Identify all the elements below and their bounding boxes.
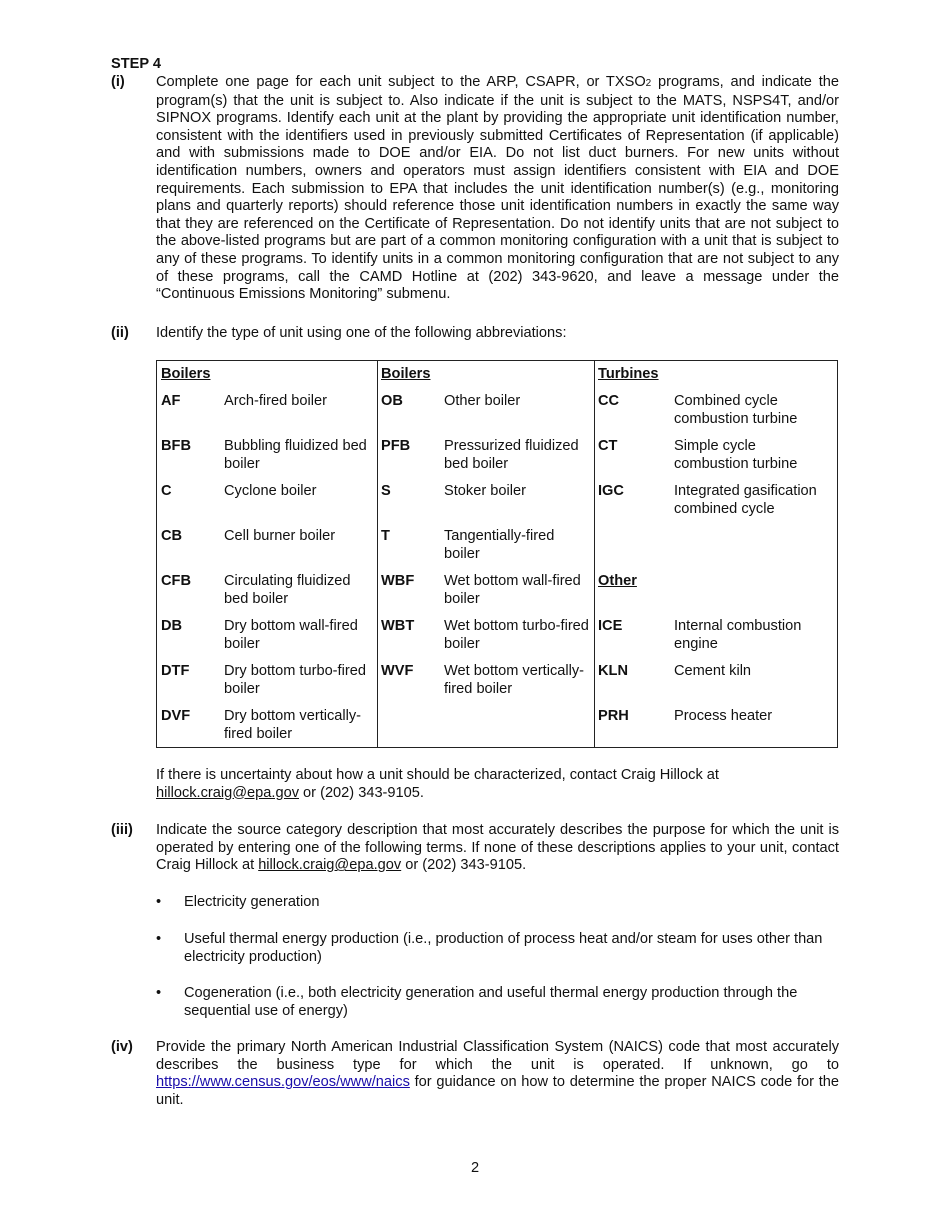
unit-description: Arch-fired boiler <box>224 393 328 409</box>
unit-code: PRH <box>598 708 629 724</box>
unit-description: Dry bottom turbo-fired boiler <box>224 663 366 697</box>
unit-code: KLN <box>598 663 628 679</box>
section-iv-number: (iv) <box>111 1039 133 1055</box>
unit-description: Dry bottom vertically-fired boiler <box>224 708 362 742</box>
section-iii-email-link[interactable]: hillock.craig@epa.gov <box>258 857 402 874</box>
unit-code: IGC <box>598 483 624 499</box>
unit-code: CB <box>161 528 183 544</box>
characterization-contact <box>156 767 839 802</box>
unit-code: ICE <box>598 618 623 634</box>
unit-description: Internal combustion engine <box>674 618 802 652</box>
unit-code: CT <box>598 438 618 454</box>
bullet-dot: • <box>156 894 162 910</box>
section-iii-text <box>156 822 839 875</box>
section-i-text-b: programs, and indicate the program(s) that the unit is subject to. Also indicate if the unit is subject to the MATS, NSPS4T, and/or SIPNOX programs. Identify each unit at the plant by providing the appropriate unit identification number, consistent with the identifiers used in previously submitted Certificates of Representation (if applicable) and with submissions made to DOE and/or EIA. Do not list duct burners. For new units without identification numbers, owners and operators must assign identifiers consistent with EIA and DOE requirements. Each submission to EPA that includes the unit identification number(s) (e.g., monitoring plans and quarterly reports) should reference those unit identification numbers in exactly the same way that they are referenced on the Certificate of Representation. Do not identify units that are not subject to the above-listed programs but are part of a common monitoring configuration with a unit that is subject to any of these programs. To identify units in a common monitoring configuration that are not subject to any of these programs, call the CAMD Hotline at (202) 343-9620, and leave a message under the “Continuous Emissions Monitoring” submenu. <box>156 74 839 303</box>
column-header: Boilers <box>381 366 431 382</box>
step-heading: STEP 4 <box>111 56 162 72</box>
unit-description: Simple cycle combustion turbine <box>674 438 798 472</box>
unit-description: Cyclone boiler <box>224 483 317 499</box>
bullet-item: Useful thermal energy production (i.e., production of process heat and/or steam for uses other than electricity production) <box>184 931 823 965</box>
section-ii-text: Identify the type of unit using one of the following abbreviations: <box>156 325 567 341</box>
unit-description: Dry bottom wall-fired boiler <box>224 618 358 652</box>
column-header: Boilers <box>161 366 211 382</box>
unit-description: Pressurized fluidized bed boiler <box>444 438 579 472</box>
unit-description: Stoker boiler <box>444 483 526 499</box>
unit-code: WBF <box>381 573 415 589</box>
subscript: 2 <box>645 78 652 89</box>
section-iv-text <box>156 1039 839 1109</box>
column-header: Turbines <box>598 366 659 382</box>
bullet-dot: • <box>156 985 162 1001</box>
unit-code: CC <box>598 393 620 409</box>
unit-description: Cement kiln <box>674 663 752 679</box>
section-i-text-a: Complete one page for each unit subject to the ARP, CSAPR, or TXSO <box>156 74 646 90</box>
unit-code: CFB <box>161 573 191 589</box>
section-ii-number: (ii) <box>111 325 129 341</box>
unit-description: Integrated gasification combined cycle <box>674 483 817 517</box>
contact-text-b: or (202) 343-9105. <box>299 784 424 801</box>
section-iii-number: (iii) <box>111 822 133 838</box>
naics-link[interactable]: https://www.census.gov/eos/www/naics <box>156 1074 410 1091</box>
unit-description: Other boiler <box>444 393 521 409</box>
section-i-text <box>156 74 839 304</box>
table-divider <box>594 361 595 747</box>
unit-description: Cell burner boiler <box>224 528 336 544</box>
unit-code: AF <box>161 393 181 409</box>
unit-code: DB <box>161 618 183 634</box>
section-i-number: (i) <box>111 74 125 90</box>
unit-description: Wet bottom wall-fired boiler <box>444 573 581 607</box>
section-iv-text-a: Provide the primary North American Industrial Classification System (NAICS) code that most accurately describes the business type for which the unit is operated. If unknown, go to <box>156 1039 839 1073</box>
table-divider <box>377 361 378 747</box>
unit-code: WVF <box>381 663 414 679</box>
bullet-dot: • <box>156 931 162 947</box>
contact-text-a: If there is uncertainty about how a unit should be characterized, contact Craig Hillock at <box>156 767 719 783</box>
unit-description: Bubbling fluidized bed boiler <box>224 438 367 472</box>
unit-description: Wet bottom turbo-fired boiler <box>444 618 589 652</box>
bullet-item: Cogeneration (i.e., both electricity generation and useful thermal energy production through the sequential use of energy) <box>184 985 798 1019</box>
contact-email-link[interactable]: hillock.craig@epa.gov <box>156 784 299 801</box>
unit-description: Circulating fluidized bed boiler <box>224 573 351 607</box>
unit-code: OB <box>381 393 403 409</box>
column-header: Other <box>598 573 637 589</box>
unit-code: S <box>381 483 391 499</box>
unit-code: BFB <box>161 438 191 454</box>
unit-code: DVF <box>161 708 191 724</box>
unit-description: Process heater <box>674 708 773 724</box>
unit-description: Tangentially-fired boiler <box>444 528 555 562</box>
unit-code: DTF <box>161 663 190 679</box>
section-iii-text-b: or (202) 343-9105. <box>401 857 527 874</box>
unit-code: T <box>381 528 390 544</box>
bullet-item: Electricity generation <box>184 894 320 910</box>
unit-code: WBT <box>381 618 415 634</box>
unit-description: Wet bottom vertically-fired boiler <box>444 663 585 697</box>
page-number: 2 <box>470 1160 480 1176</box>
section-iii-text-a: Indicate the source category description that most accurately describes the purpose for which the unit is operated by entering one of the following terms. If none of these descriptions applies to your unit, contact Craig Hillock at <box>156 822 839 874</box>
unit-code: PFB <box>381 438 411 454</box>
unit-code: C <box>161 483 172 499</box>
unit-type-table <box>156 360 838 748</box>
unit-description: Combined cycle combustion turbine <box>674 393 798 427</box>
section-iv-text-b: for guidance on how to determine the proper NAICS code for the unit. <box>156 1074 839 1108</box>
